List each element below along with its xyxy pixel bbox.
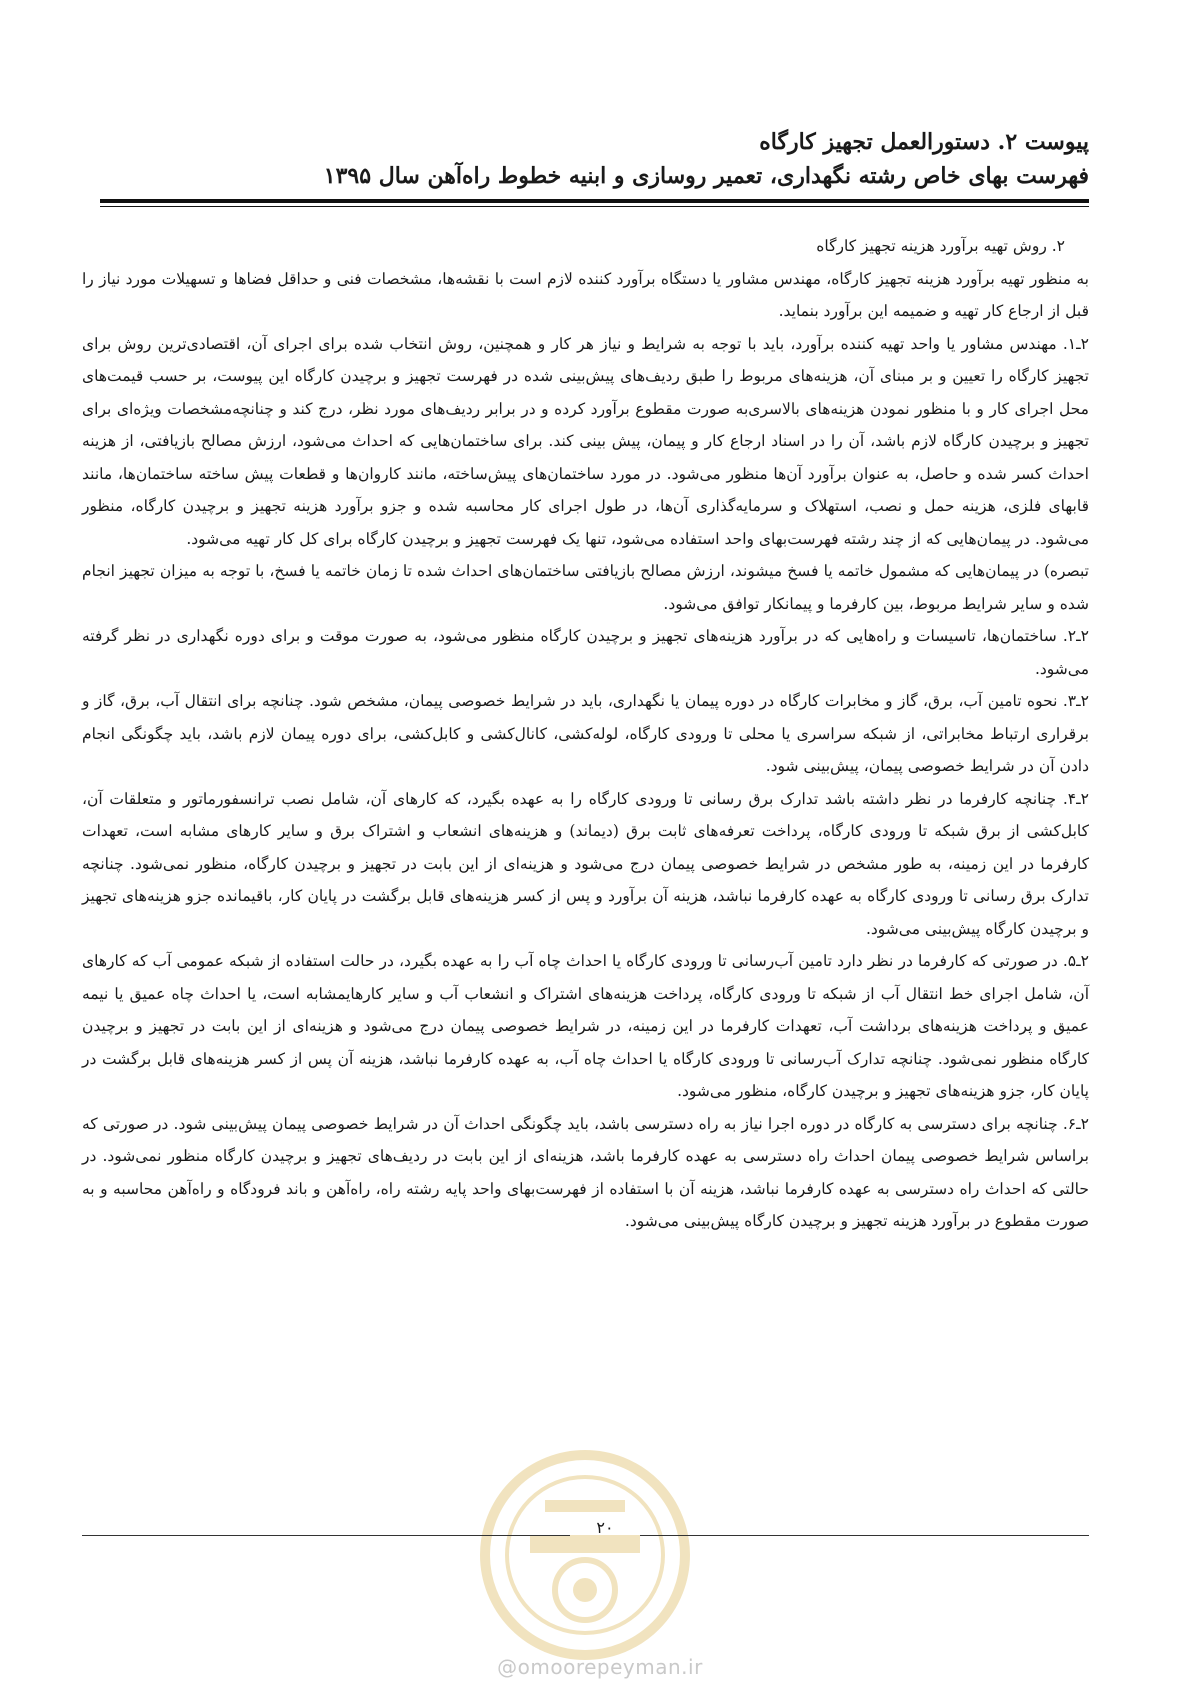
appendix-title: پیوست ۲. دستورالعمل تجهیز کارگاه: [759, 129, 1089, 155]
paragraph-2-4: ۲ـ۴. چنانچه کارفرما در نظر داشته باشد تدارک برق رسانی تا ورودی کارگاه را به عهده بگیرد، که کارهای آن، شامل نصب ترانسفورماتور و متعلقات آن، کابل‌کشی از برق شبکه تا ورودی کارگاه، پرداخت تعرفه‌های ثابت برق (دیماند) و هزینه‌های انشعاب و اشتراک برق و سایر کارهای مشابه است، تعهدات کارفرما در این زمینه، به طور مشخص در شرایط خصوصی پیمان درج می‌شود و هزینه‌ای از این بابت در تجهیز و برچیدن کارگاه، منظور نمی‌شود. چنانچه تدارک برق رسانی تا ورودی کارگاه به عهده کارفرما نباشد، هزینه آن برآورد و پس از کسر هزینه‌های قابل برگشت در پایان کار، باقیمانده جزو هزینه‌های تجهیز و برچیدن کارگاه پیش‌بینی می‌شود.: [82, 789, 1089, 938]
document-body: [82, 230, 1089, 1238]
paragraph-2-1: ۲ـ۱. مهندس مشاور یا واحد تهیه کننده برآورد، باید با توجه به شرایط و نیاز هر کار و همچنین، روش انتخاب شده برای اجرای آن، اقتصادی‌ترین روش برای تجهیز کارگاه را تعیین و بر مبنای آن، هزینه‌های مربوط را طبق ردیف‌های پیش‌بینی شده در فهرست تجهیز و برچیدن کارگاه این پیوست، بر حسب قیمت‌های محل اجرای کار و با منظور نمودن هزینه‌های بالاسری‌به صورت مقطوع برآورد کرده و در برابر ردیف‌های مورد نظر، درج کند و چنانچه‌مشخصات ویژه‌ای برای تجهیز و برچیدن کارگاه لازم باشد، آن را در اسناد ارجاع کار و پیمان، پیش بینی کند. برای ساختمان‌هایی که احداث می‌شود، ارزش مصالح بازیافتی، از هزینه احداث کسر شده و حاصل، به عنوان برآورد آن‌ها منظور می‌شود. در مورد ساختمان‌های پیش‌ساخته، مانند کاروان‌ها و قطعات پیش ساخته ساختمان‌ها، مانند قابهای فلزی، هزینه حمل و نصب، استهلاک و سرمایه‌گذاری آن‌ها، در طول اجرای کار محاسبه شده و جزو برآورد هزینه تجهیز و برچیدن کارگاه، منظور می‌شود. در پیمان‌هایی که از چند رشته فهرست‌بهای واحد استفاده می‌شود، تنها یک فهرست تجهیز و برچیدن کارگاه برای کل کار تهیه می‌شود.: [82, 334, 1089, 548]
paragraph-2-2: ۲ـ۲. ساختمان‌ها، تاسیسات و راه‌هایی که در برآورد هزینه‌های تجهیز و برچیدن کارگاه منظور می‌شود، به صورت موقت و برای دوره نگهداری در نظر گرفته می‌شود.: [82, 627, 1089, 678]
header-rule-thick: [100, 199, 1089, 203]
paragraph-2-5: ۲ـ۵. در صورتی که کارفرما در نظر دارد تامین آب‌رسانی تا ورودی کارگاه یا احداث چاه آب را به عهده بگیرد، در حالت استفاده از شبکه عمومی آب که کارهای آن، شامل اجرای خط انتقال آب از شبکه تا ورودی کارگاه، پرداخت هزینه‌های اشتراک و انشعاب آب و سایر کارهایمشابه است، یا احداث چاه عمیق یا نیمه عمیق و پرداخت هزینه‌های برداشت آب، تعهدات کارفرما در این زمینه، در شرایط خصوصی پیمان درج می‌شود و هزینه‌ای از این بابت در تجهیز و برچیدن کارگاه منظور نمی‌شود. چنانچه تدارک آب‌رسانی تا ورودی کارگاه یا احداث چاه آب، به عهده کارفرما نباشد، هزینه آن پس از کسر هزینه‌های قابل برگشت در پایان کار، جزو هزینه‌های تجهیز و برچیدن کارگاه، منظور می‌شود.: [82, 952, 1089, 1100]
paragraph-intro: به منظور تهیه برآورد هزینه تجهیز کارگاه، مهندس مشاور یا دستگاه برآورد کننده لازم است با نقشه‌ها، مشخصات فنی و حداقل فضاها و تسهیلات مورد نیاز را قبل از ارجاع کار تهیه و ضمیمه این برآورد بنماید.: [82, 269, 1089, 320]
paragraph-note: تبصره) در پیمان‌هایی که مشمول خاتمه یا فسخ میشوند، ارزش مصالح بازیافتی ساختمان‌های احداث شده تا زمان خاتمه یا فسخ، با توجه به میزان تجهیز انجام شده و سایر شرایط مربوط، بین کارفرما و پیمانکار توافق می‌شود.: [82, 562, 1089, 613]
footer-rule-left: [82, 1535, 570, 1536]
paragraph-2-3: ۲ـ۳. نحوه تامین آب، برق، گاز و مخابرات کارگاه در دوره پیمان یا نگهداری، باید در شرایط خصوصی پیمان، مشخص شود. چنانچه برای انتقال آب، برق، گاز و برقراری ارتباط مخابراتی، از شبکه سراسری یا محلی تا ورودی کارگاه، لوله‌کشی، کانال‌کشی و کابل‌کشی، برای دوره پیمان لازم باشد، باید چگونگی انجام دادن آن در شرایط خصوصی پیمان، پیش‌بینی شود.: [82, 692, 1089, 775]
footer-rule-right: [640, 1535, 1089, 1536]
watermark-logo: [470, 1440, 700, 1670]
header-rule-thin: [100, 206, 1089, 207]
page-header: [100, 125, 1089, 193]
paragraph-2-6: ۲ـ۶. چنانچه برای دسترسی به کارگاه در دوره اجرا نیاز به راه دسترسی باشد، باید چگونگی احداث آن در شرایط خصوصی پیمان پیش‌بینی شود. در صورتی که براساس شرایط خصوصی پیمان احداث راه دسترسی به عهده کارفرما باشد، هزینه‌ای از این بابت در ردیف‌های تجهیز و برچیدن کارگاه منظور نمی‌شود. در حالتی که احداث راه دسترسی به عهده کارفرما نباشد، هزینه آن با استفاده از فهرست‌بهای واحد پایه رشته راه، راه‌آهن و باند فرودگاه و راه‌آهن محاسبه و به صورت مقطوع در برآورد هزینه تجهیز و برچیدن کارگاه پیش‌بینی می‌شود.: [82, 1114, 1089, 1230]
section-title: ۲. روش تهیه برآورد هزینه تجهیز کارگاه: [816, 237, 1065, 255]
page-number: ۲۰: [596, 1518, 614, 1537]
watermark-text: @omoorepeyman.ir: [497, 1655, 703, 1679]
price-list-title: فهرست بهای خاص رشته نگهداری، تعمیر روسازی و ابنیه خطوط راه‌آهن سال ۱۳۹۵: [323, 163, 1089, 189]
